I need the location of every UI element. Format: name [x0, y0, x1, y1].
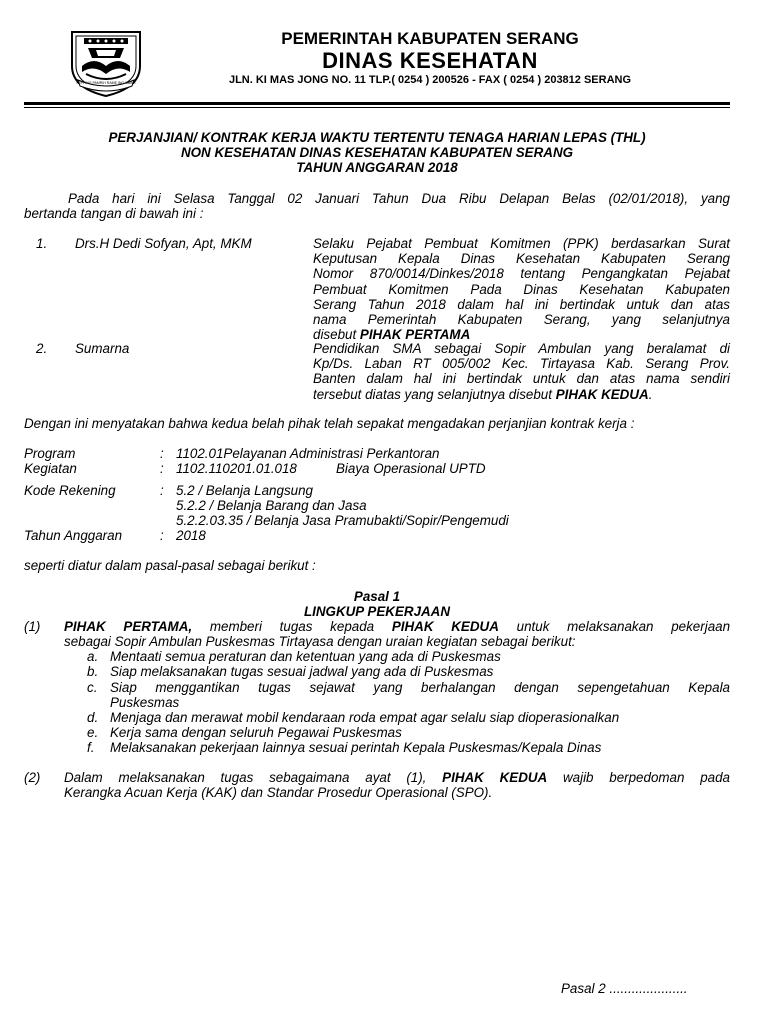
party-2-line: Banten dalam hal ini bertindak untuk dan atas nama sendiri — [313, 371, 730, 387]
kegiatan-colon: : — [160, 461, 164, 476]
party-1-last-prefix: disebut — [313, 327, 360, 343]
list-item-a: Mentaati semua peraturan dan ketentuan yang ada di Puskesmas — [110, 649, 501, 664]
ayat-1-party2: PIHAK KEDUA — [391, 619, 499, 634]
contract-title-line3: TAHUN ANGGARAN 2018 — [296, 160, 458, 175]
party-1-line: Nomor 870/0014/Dinkes/2018 tentang Pengangkatan Pejabat — [313, 266, 730, 282]
pasal-intro: seperti diatur dalam pasal-pasal sebagai berikut : — [24, 558, 316, 573]
list-item-f-letter: f. — [87, 740, 95, 755]
tahun-label: Tahun Anggaran — [24, 528, 123, 543]
list-item-d-letter: d. — [87, 710, 99, 725]
list-item-f: Melaksanakan pekerjaan lainnya sesuai perintah Kepala Puskesmas/Kepala Dinas — [110, 740, 602, 755]
party-2-line: Pendidikan SMA sebagai Sopir Ambulan yang beralamat di — [313, 341, 730, 356]
list-item-b: Siap melaksanakan tugas sesuai jadwal yang ada di Puskesmas — [110, 664, 494, 679]
regency-coat-of-arms-icon — [68, 26, 144, 98]
party-1-line: Selaku Pejabat Pembuat Komitmen (PPK) berdasarkan Surat — [313, 236, 730, 251]
ayat-1-line1 — [64, 619, 730, 634]
contract-title-line1: PERJANJIAN/ KONTRAK KERJA WAKTU TERTENTU TENAGA HARIAN LEPAS (THL) — [108, 130, 646, 145]
rekening-value: 5.2 / Belanja Langsung — [176, 483, 313, 498]
list-item-e-letter: e. — [87, 725, 99, 740]
ayat-2-text: wajib berpedoman pada — [547, 770, 730, 785]
party-2-designation: PIHAK KEDUA — [555, 386, 649, 402]
party-1-number: 1. — [36, 236, 48, 251]
party-2-last-suffix: . — [648, 386, 653, 402]
intro-line1: Pada hari ini Selasa Tanggal 02 Januari Tahun Dua Ribu Delapan Belas (02/01/2018), yang — [68, 191, 730, 206]
ayat-2-text: Dalam melaksanakan tugas sebagaimana ayat (1), — [64, 770, 443, 785]
party-2-line: Kp/Ds. Laban RT 005/002 Kec. Tirtayasa Kab. Serang Prov. — [313, 356, 730, 372]
rekening-value: 5.2.2 / Belanja Barang dan Jasa — [176, 498, 367, 513]
party-1-line: nama Pemerintah Kabupaten Serang, yang selanjutnya — [313, 312, 730, 328]
list-item-e: Kerja sama dengan seluruh Pegawai Puskesmas — [110, 725, 402, 740]
gov-name: PEMERINTAH KABUPATEN SERANG — [281, 29, 579, 48]
ayat-2-party: PIHAK KEDUA — [442, 770, 548, 785]
kegiatan-name: Biaya Operasional UPTD — [336, 461, 486, 476]
office-name: DINAS KESEHATAN — [322, 48, 538, 73]
party-2-name: Sumarna — [75, 341, 130, 356]
party-2-last-line — [313, 387, 730, 402]
party-1-line: Serang Tahun 2018 dalam hal ini bertindak untuk dan atas — [313, 296, 730, 312]
logo-motto: SEPI ING PAMRIH RAME ING GAWE — [76, 81, 136, 85]
list-item-c: Siap menggantikan tugas sejawat yang berhalangan dengan sepengetahuan Kepala — [110, 680, 730, 695]
party-1-line: Pembuat Komitmen Pada Dinas Kesehatan Kabupaten — [313, 281, 730, 297]
next-page-marker: Pasal 2 ..................... — [561, 981, 688, 996]
program-colon: : — [160, 446, 164, 461]
intro-line2: bertanda tangan di bawah ini : — [24, 206, 204, 221]
ayat-1-text: untuk melaksanakan pekerjaan — [498, 619, 731, 634]
ayat-1-party1: PIHAK PERTAMA, — [64, 619, 193, 634]
program-label: Program — [24, 446, 76, 461]
ayat-1-line2: sebagai Sopir Ambulan Puskesmas Tirtayasa dengan uraian kegiatan sebagai berikut: — [64, 634, 576, 649]
ayat-1-text: memberi tugas kepada — [192, 619, 392, 634]
party-2-description — [313, 341, 730, 402]
kegiatan-code: 1102.110201.01.018 — [176, 461, 297, 476]
program-value: 1102.01Pelayanan Administrasi Perkantoran — [176, 446, 440, 461]
letterhead — [0, 0, 768, 110]
rekening-value: 5.2.2.03.35 / Belanja Jasa Pramubakti/Sopir/Pengemudi — [176, 513, 509, 528]
agreement-statement: Dengan ini menyatakan bahwa kedua belah pihak telah sepakat mengadakan perjanjian kontrak kerja : — [24, 416, 635, 431]
list-item-c-letter: c. — [87, 680, 98, 695]
office-address: JLN. KI MAS JONG NO. 11 TLP.( 0254 ) 200526 - FAX ( 0254 ) 203812 SERANG — [228, 74, 632, 86]
party-1-name: Drs.H Dedi Sofyan, Apt, MKM — [75, 236, 252, 251]
header-divider-thin — [24, 107, 730, 108]
tahun-colon: : — [160, 528, 164, 543]
party-2-last-prefix: tersebut diatas yang selanjutnya disebut — [313, 386, 556, 402]
contract-title-line2: NON KESEHATAN DINAS KESEHATAN KABUPATEN SERANG — [180, 145, 574, 160]
party-2-number: 2. — [36, 341, 48, 356]
ayat-2-number: (2) — [24, 770, 41, 785]
rekening-colon: : — [160, 483, 164, 498]
party-1-description — [313, 236, 730, 342]
party-1-line: Keputusan Kepala Dinas Kesehatan Kabupaten Serang — [313, 251, 730, 267]
list-item-d: Menjaga dan merawat mobil kendaraan roda empat agar selalu siap dioperasionalkan — [110, 710, 620, 725]
header-divider — [24, 102, 730, 105]
list-item-c-cont: Puskesmas — [110, 695, 180, 710]
ayat-2-line2: Kerangka Acuan Kerja (KAK) dan Standar Prosedur Operasional (SPO). — [64, 785, 493, 800]
pasal-1-subtitle: LINGKUP PEKERJAAN — [303, 604, 451, 619]
ayat-2-line1 — [64, 770, 730, 785]
party-1-designation: PIHAK PERTAMA — [359, 327, 471, 343]
rekening-label: Kode Rekening — [24, 483, 116, 498]
ayat-1-number: (1) — [24, 619, 41, 634]
list-item-b-letter: b. — [87, 664, 99, 679]
list-item-a-letter: a. — [87, 649, 99, 664]
pasal-1-title: Pasal 1 — [353, 589, 401, 604]
kegiatan-label: Kegiatan — [24, 461, 77, 476]
tahun-value: 2018 — [176, 528, 206, 543]
